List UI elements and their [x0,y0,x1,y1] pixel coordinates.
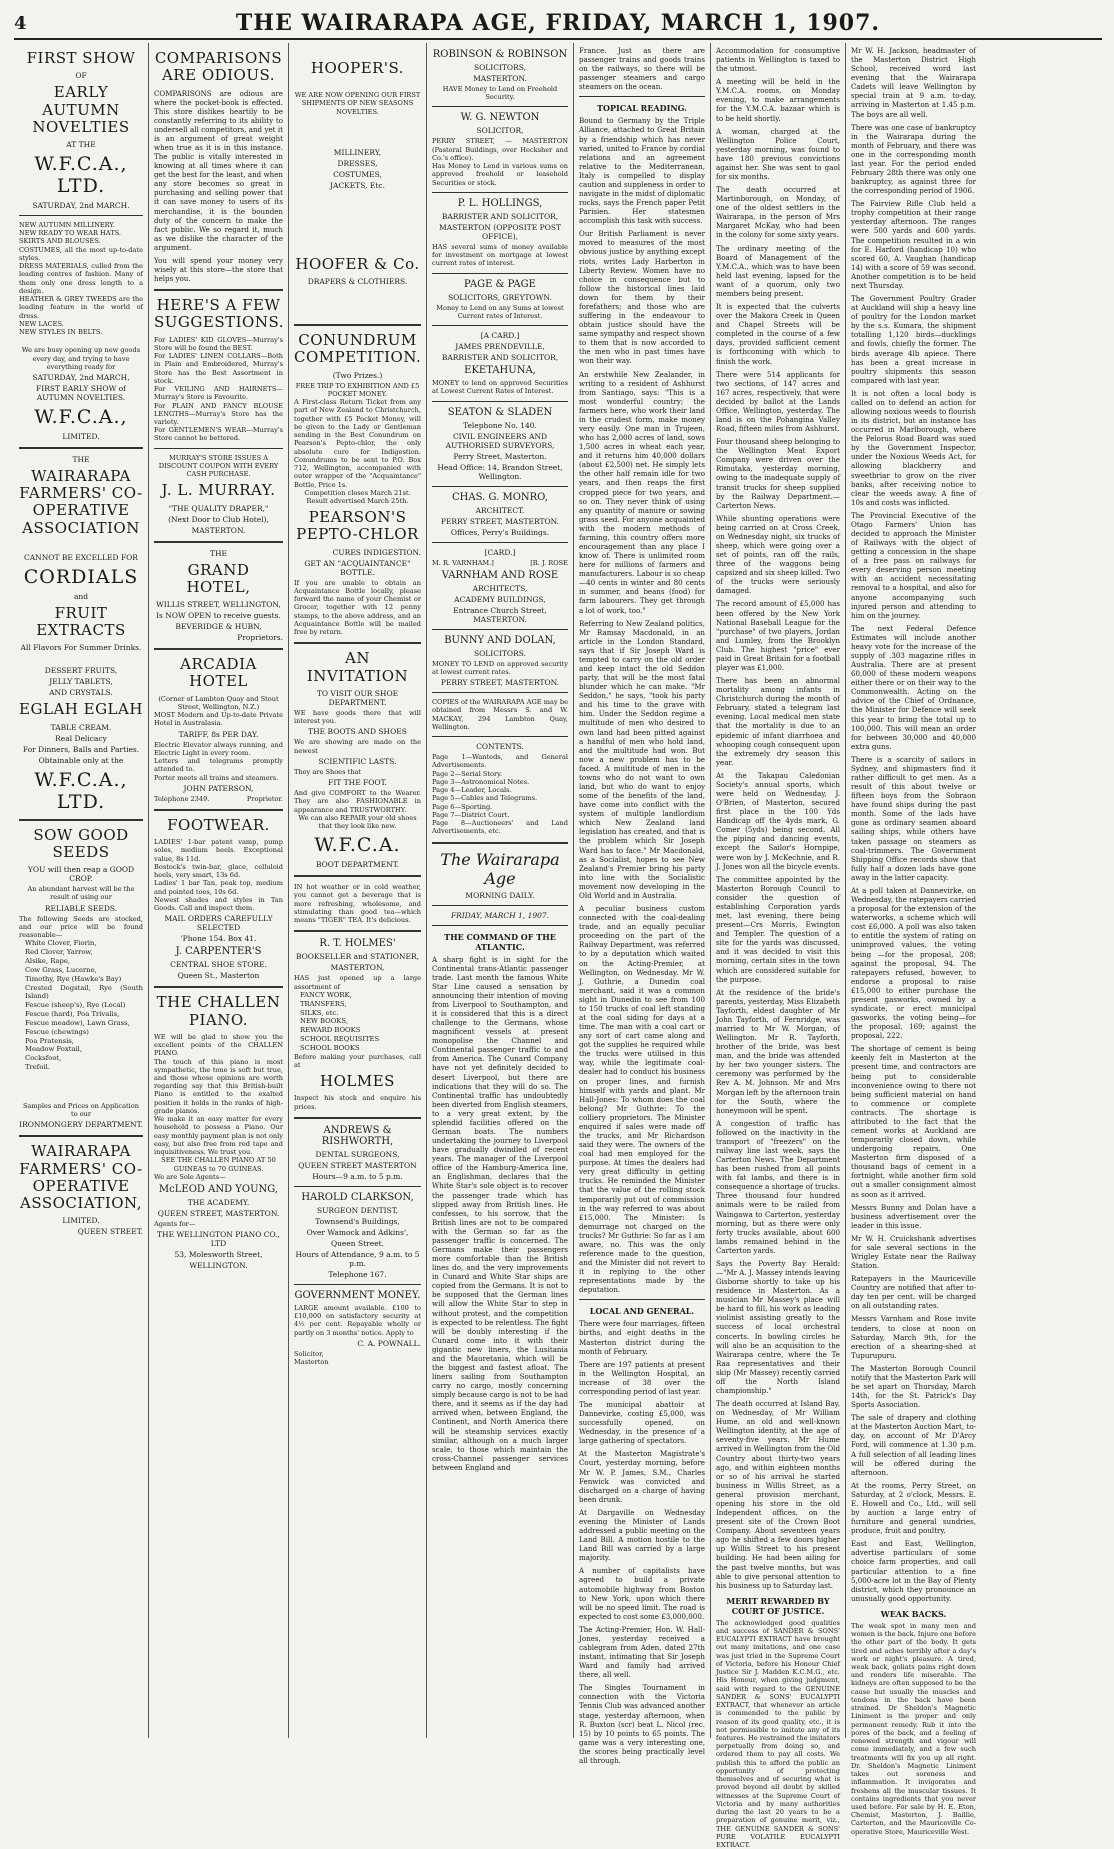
ad-text: Letters and telegrams promptly attended to. [154,757,283,774]
article-text: The acknowledged good qualities and success of SANDER & SONS' EUCALYPTI EXTRACT have brought out many imitations, and one case was just tried in the Supreme Court of Victoria, before his Honour Chief Justice Sir J. Madden K.C.M.G., etc. His Honour, when giving judgment, said with regard to the GENUINE SANDER & SONS' EUCALYPTI EXTRACT, that whenever an article is commended to the public by reason of its good quality, etc., it is not permissible to imitate any of its features. He restrained the imitators perpetually from doing so, and ordered them to pay all costs. We publish this to afford the public an opportunity of protecting themselves and of securing what is proved beyond all doubt by skilled witnesses at the Supreme Court of Victoria and by many authorities during the last 20 years to be a preparation of genuine merit, viz., THE GENUINE SANDER & SONS' PURE VOLATILE EUCALYPTI EXTRACT. [716,1618,840,1849]
ad-text: And give COMFORT to the Wearer. They are also FASHIONABLE in appearance and TRUSTWORTHY. [294,789,421,814]
list-item: Fescue meadow), Lawn Grass, [25,1018,130,1027]
article-text: The Singles Tournament in connection with the Victoria Tennis Club was advanced another stage, yesterday afternoon, when R. Buxton (scr) beat L. Nicol (rec. 15) by 10 points to 65 points. The game was a very interesting one, the scores being practically level all through. [579,1683,705,1765]
article-text: It is not often a local body is called on to defend an action for allowing noxious weeds to flourish in its district, but an instance has occurred in Marlborough, where the Pelorus Road Board was sued by the Government Inspector, under the Noxious Weeds Act, for allowing blackberry and sweetbriar to grow on the river banks, after receiving notice to clear the weeds away. A fine of 10s and costs was inflicted. [851,388,976,507]
article-text: The shortage of cement is being keenly felt in Masterton at the present time, and contractors are being put to considerable inconvenience owing to there not being sufficient material on hand to commence or complete contracts. The shortage is attributed to the fact that the cement works at Auckland are temporarily closed down, while undergoing repairs. One Masterton firm disposed of a thousand bags of cement in a fortnight, while another firm sold out a smaller consignment almost as soon as it arrived. [851,1044,976,1199]
ad-heading: WAIRARAPA FARMERS' CO-OPERATIVE ASSOCIATION [19,466,143,537]
list-item: NEW READY TO WEAR HATS. [19,229,121,238]
ad-text: LIMITED. [62,431,100,441]
ad-heading: SEATON & SLADEN [447,406,553,418]
ad-text: LIMITED. [62,1216,100,1226]
ad-text: MURRAY'S STORE ISSUES A DISCOUNT COUPON WITH EVERY CASH PURCHASE. [158,453,279,479]
ad-text: WE have goods there that will interest you. [294,708,421,726]
ad-text: The touch of this piano is most sympathetic, the tone is soft but true, and those whose opinions are worth regarding say that this British-built Piano is entitled to the exalted position it holds in the ranks of high-grade pianos. [154,1057,283,1115]
ad-text: Before making your purchases, call at [294,1052,421,1069]
ad-text: RELIABLE SEEDS. [44,903,118,913]
article-text: The ordinary meeting of the Board of Management of the Y.M.C.A., which was to have been held last evening, lapsed for the want of a quorum, only two members being present. [716,243,840,298]
ad-text: Offices, Perry's Buildings. [450,527,550,537]
ad-text: Newest shades and styles in Tan Goods. Call and inspect them. [154,895,283,913]
ad-text: LARGE amount available. £100 to £10,000 on satisfactory security at 4½ per cent. Repayable wholly or partly on 3 months' notice. Apply to [294,1303,421,1337]
ad-heading: EKETAHUNA, [464,365,536,377]
ad-text: MASTERTON. [191,525,246,535]
columns [14,43,1102,1849]
list-item: Page 8—Auctioneers' and Land Advertisements, etc. [432,819,568,836]
ad-text: All Flavors For Summer Drinks. [20,643,142,653]
article-text: There were four marriages, fifteen births, and eight deaths in the Masterton district during the month of February. [579,1319,705,1356]
list-item: Poa Pratensis, [25,1036,74,1045]
ad-text: MASTERTON, [330,963,385,973]
ad-text: COSTUMES, [333,169,382,179]
ad-text: COPIES of the WAIRARAPA AGE may be obtained from Messrs S. and W. MACKAY, 294 Lambton Quay, Wellington. [432,698,568,731]
article-text: At Dargaville on Wednesday evening the Minister of Lands addressed a public meeting on the Land Bill. A motion hostile to the Land Bill was carried by a large majority. [579,1507,705,1563]
list-item: SCHOOL BOOKS [300,1043,360,1052]
article-text: The record amount of £5,000 has been offered by the New York National Baseball League for the "purchase" of two players, Jordan and Lumley, from the Brooklyn Club. The highest "price" ever paid in Great Britain for a football player was £1,000. [716,599,840,672]
ad-text: Telephone 167. [328,1269,387,1279]
list-item: Page 5—Cables and Telegrams. [432,794,538,803]
ad-text: For VEILING AND HAIRNETS—Murray's Store is Favourite. [154,385,283,402]
column-6 [711,43,846,1849]
ad-text: JACKETS, Etc. [330,180,385,190]
ad-heading: THE CHALLEN PIANO. [156,993,281,1029]
ad-text: We can also REPAIR your old shoes that they look like new. [298,813,417,830]
article-text: The death occurred at Island Bay, on Wednesday, of Mr William Hume, an old and well-known Wellington identity, at the age of seventy-five years. Mr Hume arrived in Wellington from the Old Country about thirty-two years ago, and within eighteen months or so of his arrival he started business in Willis Street, as a general provision merchant, opening his store in the old Independent offices, on the present site of the Crown Boot Company. About seventeen years ago he shifted a few doors higher up Willis Street to his present building. He had been ailing for the past twelve months, but was able to give personal attention to his business up to Saturday last. [716,1399,840,1590]
ad-text: IRONMONGERY DEPARTMENT. [19,1120,143,1130]
ad-text: We are Sole Agents— [154,1172,226,1181]
ad-heading: EGLAH EGLAH [19,700,143,719]
list-item: Fescue (sheep's), Rye (Local) [25,1001,126,1010]
article-text: A meeting will be held in the Y.M.C.A. rooms, on Monday evening, to make arrangements for the Y.M.C.A. bazaar which is to be held shortly. [716,77,840,123]
ad-heading: W. G. NEWTON [460,112,540,124]
ad-date: SATURDAY, 2nd MARCH. [32,201,130,210]
dateline: FRIDAY, MARCH 1, 1907. [450,910,550,920]
list-item: COSTUMES, all the most up-to-date styles. [19,245,143,262]
ad-text: TABLE CREAM. [50,722,112,732]
list-item: Page 7—District Court. [432,810,510,819]
ad-text: M. R. VARNHAM.] [432,558,494,567]
ad-text: (Two Prizes.) [332,370,383,380]
ad-text: SCIENTIFIC LASTS. [318,756,397,766]
list-item: NEW LACES. [19,319,64,328]
list-item: Cow Grass, Lucerne, [25,965,97,974]
ad-text: TARIFF, 8s PER DAY. [178,729,259,739]
list-item: DRESS MATERIALS, culled from the leading centres of fashion. Many of them only one dress length to a design. [19,262,143,295]
ad-text: [CARD.] [484,547,516,557]
ad-text: YOU will then reap a GOOD CROP. [27,865,135,884]
ad-text: Townsend's Buildings, [315,1216,400,1226]
newspaper-logo: The Wairarapa Age [440,849,560,888]
list-item: HEATHER & GREY TWEEDS are the leading feature in the world of dress. [19,295,143,320]
ad-text: WE ARE NOW OPENING OUR FIRST SHIPMENTS OF NEW SEASONS NOVELTIES. [294,91,421,116]
article-text: At the Masterton Magistrate's Court, yesterday morning, before Mr W. P. James, S.M., Charles Fenwick was convicted and discharged on a charge of having been drunk. [579,1449,705,1504]
ad-text: DESSERT FRUITS, [44,666,118,676]
list-item: Fescue (chewings) [25,1027,89,1036]
list-item: SKIRTS AND BLOUSES. [19,237,101,246]
ad-text: SEE THE CHALLEN PIANO AT 50 GUINEAS to 70 GUINEAS. [161,1156,276,1173]
ad-text: Hours of Attendance, 9 a.m. to 5 p.m. [295,1249,420,1268]
contents-heading: CONTENTS. [476,742,524,752]
ad-text: Competition closes March 21st. Result advertised March 25th. [304,488,411,505]
article-text: An erstwhile New Zealander, in writing to a resident of Ashhurst from Santiago, says: "This is a most wonderful country; the farmers here, who work their land in the crudest form, make money very easily. One man in Trujeen, who has 2,000 acres of land, sows 1,500 acres in wheat each year, and it returns him 40,000 dollars (about £2,500) net. He simply lets the other half remain idle for two years, and then reaps the first cropped piece for two years, and so on. They never think of using any quantity of manure or sowing grass seed. For anyone acquainted with the modern methods of farming, this country offers more encouragement than any place I know of. There is unlimited room here for millions of farmers and manufacturers. Labour is so cheap—40 cents in winter and 80 cents in summer, and beans (food) for farm labourers. They get through a lot of work, too." [579,369,705,615]
ad-text: THE [72,454,90,464]
ad-text: 'Phone 154. Box 41. [180,934,257,944]
list-item: White Clover, Fiorin, [25,939,97,948]
ad-heading: PEARSON'S PEPTO-CHLOR [296,508,419,544]
article-text: There is a scarcity of sailors in Sydney, and shipmasters find it rather difficult to get men. As a result of this about twelve or fifteen boys from the Sobraon have found ships during the past month. Some of the lads have gone as ordinary seamen aboard sailing ships, while others have taken passage on steamers as coal-trimmers. The Government Shipping Office records show that fully half a dozen lads have gone away in the latter capacity. [851,754,976,882]
ad-text: Has Money to Lend in various sums on approved freehold or leasehold Securities or stock. [432,162,568,187]
ad-text: THE BOOTS AND SHOES [308,727,407,737]
ad-text: Entrance Church Street, MASTERTON. [453,605,547,624]
article-text: Messrs Bunny and Dolan have a business advertisement over the leader in this issue. [851,1202,976,1230]
ad-text: PERRY STREET, MASTERTON. [440,678,560,688]
article-text: The Fairview Rifle Club held a trophy competition at their range yesterday afternoon. The ranges were 500 yards and 600 yards. The competition resulted in a win for E. Harford (handicap 10) who scored 60, A. Vaughan (handicap 14) with a score of 59 was second. Another competition is to be held next Thursday. [851,199,976,290]
ad-text: DENTAL SURGEONS, [315,1149,400,1159]
ad-text: ARCHITECT. [475,505,525,515]
ad-text: Obtainable only at the [38,755,124,765]
article-heading: LOCAL AND GENERAL. [589,1306,695,1317]
article-text: Messrs Varnham and Rose invite tenders, to close at noon on Saturday, March 9th, for the erection of a shearing-shed at Tupurupuru. [851,1314,976,1360]
ad-text: SOLICITORS, GREYTOWN. [448,292,552,302]
ad-text: CANNOT BE EXCELLED FOR [24,552,138,562]
ad-text: MONEY to lend on approved Securities at Lowest Current Rates of Interest. [432,379,568,396]
ad-text: For GENTLEMEN'S WEAR—Murray's Store cannot be bettered. [154,426,283,443]
article-heading: WEAK BACKS. [880,1608,947,1619]
article-text: There has been an abnormal mortality among infants in Christchurch during the month of February, stated a telegram last evening. Local medical men state that the mortality is due to an epidemic of infant diarrhoea and whooping cough consequent upon the extremely dry season this year. [716,676,840,767]
ad-text: Bostock's twin-bar, glace, celluloid heels, very smart, 13s 6d. [154,862,283,880]
ad-text: (Corner of Lambton Quay and Stout Street, Wellington, N.Z.) [158,694,279,711]
ad-text: Money to Lend on any Sums at lowest Current rates of Interest. [436,303,564,320]
list-item: Page 1—Wanteds, and General Advertisements. [432,753,568,770]
list-item: Crested Dogstail, Rye (South Island) [25,983,143,1001]
ad-text: A First-class Return Ticket from any part of New Zealand to Christchurch, together with £5 Pocket Money, will be given to the Lady or Gentleman sending in the Best Conundrum on Pearson's Pepto-chlor, the only absolute cure for Indigestion. Conundrums to be sent to P.O. Box 712, Wellington, accompanied with outer wrapper of the "Acquaintance" Bottle, Price 1s. [294,398,421,489]
ad-text: Agents for— [154,1220,196,1229]
ad-heading: SOW GOOD SEEDS [33,825,129,861]
ad-text: MONEY TO LEND on approved security at lowest current rates. [432,659,568,676]
ad-text: Queen Street. [330,1238,385,1248]
article-text: At the residence of the bride's parents, yesterday, Miss Elizabeth Tayforth, eldest daughter of Mr John Tayforth, of Fernridge, was married to Mr W. Morgan, of Wellington. Mr R. Tayforth, brother of the bride, was best man, and the bride was attended by her two younger sisters. The ceremony was performed by the Rev A. M. Johnson. Mr and Mrs Morgan left by the afternoon train for the South, where the honeymoon will be spent. [716,987,840,1115]
article-text: France. Just as there are passenger trains and goods trains on the railways, so there will be passenger steamers and cargo steamers on the ocean. [579,46,705,92]
ad-text: WELLINGTON. [189,1261,248,1271]
ad-heading: FOOTWEAR. [167,815,270,834]
ad-heading: CHAS. G. MONRO, [452,491,548,503]
article-text: East and East, Wellington, advertise particulars of some choice farm properties, and call particular attention to a fine 5,000-acre lot in the Bay of Plenty district, which they pronounce an unusually good opportunity. [851,1539,976,1603]
article-text: The municipal abattoir at Dannevirke, costing £5,000, was successfully opened, on Wednesday, in the presence of a large gathering of spectators. [579,1400,705,1446]
ad-text: For Dinners, Balls and Parties. [22,744,140,754]
list-item: REWARD BOOKS [300,1026,361,1035]
ad-text: Queen St., Masterton [177,971,260,981]
ad-text: We make it an easy matter for every household to possess a Piano. Our easy monthly payment plan is not only easy, but also free from red tape and inquisitiveness. We trust you. [154,1115,283,1157]
ad-text: WILLIS STREET, WELLINGTON, [156,600,281,610]
column-2 [149,43,289,1738]
ad-text: [A CARD.] [480,331,520,341]
ad-heading: GOVERNMENT MONEY. [294,1289,421,1301]
ad-text: PERRY STREET, — MASTERTON (Pastoral Buildings, over Hecksher and Co.'s office). [432,137,568,162]
ad-heading: PAGE & PAGE [464,278,536,290]
ad-text: SOLICITORS. [474,648,526,658]
ad-text: TO VISIT OUR SHOE DEPARTMENT. [316,688,399,707]
ad-heading: VARNHAM AND ROSE [441,569,559,581]
ad-heading: J. CARPENTER'S [175,946,262,958]
ad-heading: BUNNY AND DOLAN, [444,634,556,646]
ad-text: CIVIL ENGINEERS AND AUTHORISED SURVEYORS, [445,431,555,450]
ad-text: THE [209,548,228,558]
article-heading: TOPICAL READING. [597,103,687,114]
ad-text: Real Delicacy [55,733,107,743]
ad-text: SURGEON DENTIST, [316,1205,399,1215]
newspaper-title: THE WAIRARAPA AGE, FRIDAY, MARCH 1, 1907. [235,10,881,36]
ad-text: THE ACADEMY. [187,1198,250,1208]
ad-text: BARRISTER AND SOLICITOR, [441,353,559,363]
column-4 [427,43,574,1738]
ad-text: Is NOW OPEN to receive guests. [156,611,281,621]
ad-heading: ROBINSON & ROBINSON [432,49,568,60]
ad-text: We are showing are made on the newest [294,738,421,755]
article-text: The weak spot in many men and women is the back. Injure one before the other part of the body. It gets tired and aches terribly after a day's work or night's pleasure. A tired, weak back, goliats pains right down and renders life miserable. The kidneys are often supposed to be the cause but usually the muscles and tendons in the back have been strained. Dr Sheldon's Magnetic Liniment is the proper and only permanent remedy. Rub it into the pores of the back, and a feeling of renewed strength and vigour will come immediately, and a few such treatments will fix you up all right. Dr. Sheldon's Magnetic Liniment takes out soreness and inflammation. It invigorates and freshens all the muscular tissues. It contains ingredients that you never used before. For sale by H. E. Eton, Chemist, Masterton, J. Baillie, Carterton, and the Mauriceville Co-operative Store, Mauriceville West. [851,1621,976,1836]
article-text: At the Takapau Caledonian Society's annual sports, which were held on Wednesday, J. O'Brien, of Masterton, secured first place in the 100 Yds Handicap off the 4yds mark, G. Comer (5yds) being second. All the piping and dancing events, except the Sailor's Hornpipe, were won by J. McKechnie, and R. J. Jones won all the bicycle events. [716,770,840,871]
article-text: Bound to Germany by the Triple Alliance, attached to Great Britain by a friendship which has never varied, united to France by cordial relations and an agreement relative to the Mediterranean, Italy is compelled to display caution and suppleness in order to navigate in the midst of diplomatic rocks, says the French paper Petit Parisien. Her statesmen accomplish this task with success. [579,116,705,226]
ad-text: Telephone 2349. [154,794,210,803]
list-item: TRANSFERS, [300,999,347,1008]
ad-text: You will spend your money very wisely at this store—the store that helps you. [154,255,283,284]
ad-heading: FRUIT EXTRACTS [36,603,126,640]
ad-text: FIT THE FOOT. [328,778,387,788]
ad-text: ACADEMY BUILDINGS, [454,594,546,604]
article-text: A congestion of traffic has followed on the inactivity in the transport of "freezers" on the railway line last week, says the Carterton News. The Department has been rushed from all points with fat lambs, and there is in consequence a shortage of trucks. Three thousand four hundred animals were to be railed from Waingawa to Carterton, yesterday morning, but as there were only forty trucks available, about 600 lambs remained behind in the Carterton yards. [716,1118,840,1255]
ad-text: JAMES PRENDEVILLE, [455,342,545,352]
ad-text: QUEEN STREET, MASTERTON. [157,1209,280,1219]
ad-heading: W.F.C.A., [34,405,128,428]
ad-text: 53, Molesworth Street, [174,1250,263,1260]
ad-text: GET AN "ACQUAINTANCE" BOTTLE. [304,558,411,577]
article-text: A number of capitalists have agreed to build a private automobile highway from Boston to New York, upon which there will be no speed limit. The road is expected to cost some £3,000,000. [579,1566,705,1621]
ad-text: Inspect his stock and enquire his prices. [294,1094,421,1111]
article-text: Referring to New Zealand politics, Mr Ramsay Macdonald, in an article in the London Standard, says that if Sir Joseph Ward is tempted to carry on the old order and keep intact the old Seddon party, that will be the most fatal blunder which he can make. "Mr Seddon," he says, "took his party and his time to the grave with him. Under the Seddon regime a multitude of men who desired to own land had been pitted against a handful of men who hold land, and the multitude had won. But now a new problem has to be faced. A multitude of men in the towns who do not want to own land, but who do want to enjoy some of the benefits of the land, have come into conflict with the system of multiple landlordism which New Zealand land legislation has created, and that is the problem which Sir Joseph Ward has to face." Mr Macdonald, as a Socialist, hopes to see New Zealand's Premier bring his party into line with the Socialistic movement now developing in the Old World and in Australia. [579,618,705,900]
ad-text: JOHN PATERSON, [183,783,254,793]
ad-text: Over Wamock and Adkins', [306,1227,409,1237]
article-text: A woman, charged at the Wellington Police Court, yesterday morning, was found to have 180 previous convictions against her. She was sent to gaol for six months. [716,126,840,182]
ad-text: Proprietors. [237,633,283,643]
ad-text: CENTRAL SHOE STORE. [170,960,267,970]
article-text: Accommodation for consumptive patients in Wellington is taxed to the utmost. [716,46,840,74]
ad-text: OF [75,71,87,81]
ad-text: Head Office: 14, Brandon Street, Wellington. [437,462,563,481]
list-item: NEW BOOKS, [300,1017,348,1026]
ad-text: and [73,591,89,601]
article-text: The Provincial Executive of the Otago Farmers' Union has decided to approach the Minister of Railways with the object of getting a concession in the shape of a free pass on railways for every deserving person meeting with an accident necessitating removal to a hospital, and also for anyone accompanying such injured person and attending to him on the journey. [851,510,976,620]
list-item: NEW AUTUMN MILLINERY. [19,221,116,229]
ad-text: They are Shoes that [294,767,362,776]
ad-text: SOLICITOR, [476,126,524,136]
column-1 [14,43,149,1738]
list-item: Meadow Foxtail, [25,1045,83,1054]
article-text: There were 514 applicants for two sections, of 147 acres and 167 acres, respectively, that were decided by ballot at the Lands Office, Wellington, yesterday. The land is on the Pohangina Valley Road, fifteen miles from Ashhurst. [716,369,840,434]
article-text: There was one case of bankruptcy in the Wairarapa during the month of February, and there was one in the corresponding month last year. For the period ended February 28th there was only one bankruptcy, as against three for the corresponding period of 1906. [851,122,976,196]
ad-text: BOOKSELLER and STATIONER, [295,952,420,962]
ad-heading: ARCADIA HOTEL [180,655,257,691]
article-text: The sale of drapery and clothing at the Masterton Auction Mart, to-day, on account of Mr D'Arcy Ford, will commence at 1.30 p.m. A full selection of all leading lines will be offered during the afternoon. [851,1413,976,1477]
ad-heading: HOOFER & Co. [295,254,420,273]
ad-text: Solicitor, [294,1349,324,1358]
ad-text: MASTERTON (OPPOSITE POST OFFICE), [439,222,561,241]
ad-heading: R. T. HOLMES' [319,938,396,950]
article-text: The Acting-Premier, Hon. W. Hall-Jones, yesterday received a cablegram from Aden, dated 27th instant, intimating that Sir Joseph Ward and family had arrived there, all well. [579,1624,705,1680]
list-item: Cocksfoot, [25,1054,62,1063]
ad-text: FIRST EARLY SHOW of AUTUMN NOVELTIES. [36,383,126,402]
ad-text: ARCHITECTS, [472,583,528,593]
article-text: Mr W. H. Jackson, headmaster of the Masterton District High School, received word last evening that the Wairarapa Cadets will leave Wellington by special train at 9 a.m. to-day, arriving in Masterton at 1.45 p.m. The boys are all well. [851,46,976,119]
ad-text: We are busy opening up new goods every day, and trying to have everything ready for [21,346,141,371]
ad-text: Porter meets all trains and steamers. [154,773,279,782]
list-item: Page 2—Serial Story. [432,769,503,778]
ad-text: Telephone No. 140. [463,420,537,430]
list-item: Trefoil. [25,1063,50,1071]
ad-heading: HOOPER'S. [310,59,405,77]
ad-heading: HOLMES [320,1072,395,1091]
masthead [14,8,1102,40]
article-text: The death occurred at Martinborough, on Monday, of one of the oldest settlers in the Wairarapa, in the person of Mrs Margaret McKay, who had been in the colony for some sixty years. [716,185,840,240]
ad-heading: ANDREWS & RISHWORTH, [321,1124,394,1147]
ad-heading: W.F.C.A. [314,834,401,857]
ad-text: Perry Street, Masterton. [453,451,547,461]
ad-heading: EARLY AUTUMN NOVELTIES [32,83,130,136]
ad-text: MAIL ORDERS CAREFULLY SELECTED [164,914,273,933]
ad-text: For LADIES' LINEN COLLARS—Both in Plain and Embroidered, Murray's Store has the Best Assortment in stock. [154,352,283,385]
ad-heading: COMPARISONS ARE ODIOUS. [154,49,283,85]
ad-text: HAVE Money to Lend on Freehold Security. [442,85,558,102]
article-text: A peculiar business custom connected with the coal-dealing trade, and an equally peculiar proceeding on the part of the Railway Department, was referred to by a deputation which waited on the Acting-Premier, at Wellington, on Wednesday. Mr W. J. Guthrie, a Dunedin coal merchant, said it was a common sight in Dunedin to see from 100 to 150 trucks of coal left standing at the coal siding for days at a time. The man with a coal cart or any sort of cart came along and got the supplies he required while the trucks were utilised in this way, while the legitimate coal-dealer had to conduct his business on proper lines, and furnish himself with yards and plant. Mr Hall-Jones: To whom does the coal belong? Mr Guthrie: To the colliery proprietors. The Minister enquired if sales were made off the trucks, and Mr Richardson said they were. The owners of the coal had men employed for the purpose. At times the dealers had very great difficulty in getting trucks. He reminded the Minister that the value of the rolling stock temporarily put out of commission in the way referred to was about £15,000. The Minister: Is demurrage not charged on the trucks? Mr Guthrie: So far as I am aware, no. This was the only reference made to the question, and the Minister did not revert to it in replying to the other representations made by the deputation. [579,904,705,1295]
ad-text: LADIES' 1-bar patent vamp, pump soles, medium heels. Exceptional value, 8s 11d. [154,838,283,863]
list-item: Page 6—Sporting. [432,802,493,811]
article-text: At a poll taken at Dannevirke, on Wednesday, the ratepayers carried a proposal for the extension of the waterworks, a scheme which will cost £6,000. A poll was also taken to entitle the system of rating on unimproved values, the voting being —for the proposal, 208; against the proposal, 94. The ratepayers refused, however, to endorse a proposal to raise £15,000 to either purchase the present gasworks, owned by a syndicate, or erect municipal gasworks, the voting being—for the proposal, 169; against the proposal, 222. [851,885,976,1041]
article-text: It is expected that the culverts over the Makora Creek in Queen and Chapel Streets will be completed in the course of a few days, provided sufficient cement is forthcoming with which to finish the work. [716,302,840,366]
article-text: A sharp fight is in sight for the Continental trans-Atlantic passenger trade. Last month the famous White Star Line caused a sensation by announcing their intention of moving from Liverpool to Southampton, and it is considered that this is a direct challenge to the Germans, whose magnificent vessels at present monopolise the Channel and Continental passenger traffic to and from America. The Cunard Company have not yet definitely decided to desert Liverpool, but there are indications that they will do so. The Continental traffic has undoubtedly been diverted from English steamers, to a very great extent, by the splendid facilities offered on the German boats. The numbers undertaking the journey to Liverpool have gradually dwindled of recent years. The manager of the Liverpool office of the Hamburg-America line, an Englishman, declares that the White Star's sole object is to recover the passenger trade which has slipped away from British lines. He confesses, to his sorrow, that the British lines are not to be compared with the German so far as the passenger traffic is concerned. The Germans make their passengers more comfortable than the British lines do, and the very improvements in Cunard and White Star ships are copied from the Germans. It is not to be supposed that the German lines will allow the White Star to step in without protest, and the competition is expected to be relentless. The fight will be doubly interesting if the Cunard come into it with their gigantic new liners, the Lusitania and the Mauretania, which will be the biggest and fastest afloat. The liners sailing from Southampton carry no cargo, mostly concerning simply because cargo is not to be had there, and it seems as if the day had arrived when, between England, the Continent, and North America there will be steamship services exactly similar, although on a much larger scale, to those which maintain the cross-Channel passenger services between England and [432,954,568,1472]
ad-text: "THE QUALITY DRAPER," [168,503,269,513]
list-item: Page 3—Astronomical Notes. [432,777,530,786]
ad-text: Hours—9 a.m. to 5 p.m. [312,1171,403,1181]
article-text: Mr W. H. Cruickshank advertises for sale several sections in the Wrigley Estate near the Railway Station. [851,1233,976,1271]
ad-text: DRAPERS & CLOTHIERS. [307,277,408,287]
list-item: SILKS, etc. [300,1008,339,1017]
ad-text: Proprietor. [246,794,283,803]
ad-text: PERRY STREET, MASTERTON. [440,516,560,526]
ad-heading: AN INVITATION [306,649,409,685]
ad-text: AND CRYSTALS. [49,688,113,698]
ad-heading: McLEOD AND YOUNG, [158,1184,279,1196]
ad-text: If you are unable to obtain an Acquaintance Bottle locally, please forward the name of your Chemist or Grocer, together with 12 penny stamps, to the above address, and an Acquaintance Bottle will be mailed free by return. [294,578,421,637]
ad-text: FREE TRIP TO EXHIBITION AND £5 POCKET MONEY. [295,381,420,398]
ad-heading: J. L. MURRAY. [161,481,276,500]
ad-text: MORNING DAILY. [465,890,535,900]
article-text: Four thousand sheep belonging to the Wellington Meat Export Company were driven over the Rimutaka, yesterday morning, owing to the inadequate supply of transit trucks for sheep supplied by the Railway Department.—Carterton News. [716,437,840,510]
list-item: Page 4—Leader, Locals. [432,786,512,795]
ad-heading: HERE'S A FEW SUGGESTIONS. [154,296,284,332]
ad-text: HAS just opened up a large assortment of [294,974,421,991]
list-item: Timothy, Rye (Hawke's Bay) [25,974,122,983]
article-text: Ratepayers in the Mauriceville Country are notified that after to-day ten per cent. will be charged on all outstanding rates. [851,1274,976,1311]
list-item: FANCY WORK, [300,990,352,999]
article-text: Says the Poverty Bay Herald:—"Mr A. J. Massey intends leaving Gisborne shortly to take up his residence in Masterton. As a musician Mr Massey's place will be hard to fill, his work as leading violinist assisting greatly to the success of local orchestral concerts. In bowling circles he will also be an acquisition to the Wairarapa centre, where the Te Raa representatives and their skip (Mr Massey) recently carried off the North Island championship." [716,1258,840,1396]
column-7 [846,43,981,1836]
ad-text: Masterton [294,1358,329,1366]
article-text: The Masterton Borough Council notify that the Masterton Park will be set apart on Thursday, March 14th, for the St. Patrick's Day Sports Association. [851,1363,976,1410]
seed-list [19,939,143,1071]
list-item: Fescue (hard), Poa Trivalis, [25,1010,120,1019]
ad-text: BARRISTER AND SOLICITOR, [441,211,559,221]
article-text: The next Federal Defence Estimates will include another heavy vote for the increase of the supply of .303 magazine rifles in Australia. There are at present 60,000 of these modern weapons either there or on their way to the Commonwealth. Acting on the advice of the Chief of Ordnance, the Minister for Defence will seek this year to bring the total up to 100,000. This will mean an order for between 30,000 and 40,000 extra guns. [851,623,976,751]
ad-text: COMPARISONS are odious are where the pocket-book is effected. This store dislikes heartily to be constantly referring to its ability to undersell all competitors, and yet it is an argument of great weight when true as it is in this instance. The public is vitally interested in knowing at all times where it can get the best for the least, and when any store becomes so great in purchasing and selling power that it can save money to users of its merchandise, it is the bounden duty of the concern to make the fact public. We so regard it, much as we dislike the character of the argument. [154,88,283,252]
article-text: Our British Parliament is never moved to measures of the most obvious justice by anything except riots, writes Lady Harberton in Liberty Review. Women have no choice in consequence but to follow the historical lines laid down for them by their forefathers; and those who are suffering in the endeavour to obtain justice should have the same sympathy and respect shown to them that is now accorded to the men who in past times have won their way. [579,229,705,366]
article-text: The committee appointed by the Masterton Borough Council to consider the question of establishing Corporation yards met, last evening, there being present—Crs Morris, Ewington and Templer. The question of a site for the yards was discussed, and it was decided to visit this morning, certain sites in the town which are considered suitable for the purpose. [716,874,840,984]
article-text: The Government Poultry Grader at Auckland will ship a heavy line of poultry for the London market by the s.s. Kumara, the shipment totalling 1,120 birds—ducklings and fowls, chiefly the former. The birds average 4lb apiece. There has been a great increase in poultry shipments this season compared with last year. [851,294,976,385]
ad-text: BEVERIDGE & HUBN, [175,622,262,632]
ad-text: MASTERTON. [473,74,527,83]
ad-text: QUEEN STREET MASTERTON [298,1160,417,1170]
list-item: SCHOOL REQUISITES [300,1034,380,1043]
ad-heading: W.F.C.A., LTD. [34,768,128,813]
ad-text: The following Seeds are stocked, and our price will be found reasonable— [19,914,143,940]
ad-text: Electric Elevator always running, and Electric Light in every room. [154,740,283,757]
article-text: At the rooms, Perry Street, on Saturday, at 2 o'clock, Messrs. E. E. Howell and Co., Ltd., will sell by auction a large entry of furniture and general sundries, produce, fruit and poultry. [851,1480,976,1536]
list-item: NEW STYLES IN BELTS. [19,328,103,337]
ad-text: SOLICITORS, [474,63,526,72]
ad-text: THE WELLINGTON PIANO CO., LTD [157,1230,280,1249]
ad-list [19,221,143,336]
ad-text: MILLINERY, [333,147,382,157]
article-heading: MERIT REWARDED BY COURT OF JUSTICE. [726,1595,830,1616]
list-item: Alsike, Rape, [25,957,71,966]
ad-text: IN hot weather or in cold weather, you cannot get a beverage that is more refreshing, wholesome, and stimulating than good tea—which means "TIGER" TEA. It's delicious. [294,883,421,925]
ad-text: JELLY TABLETS, [49,677,113,687]
ad-text: BOOT DEPARTMENT. [315,860,400,870]
ad-heading: W.F.C.A., LTD. [34,153,128,197]
article-text: There are 197 patients at present in the Wellington Hospital, an increase of 38 over the corresponding period of last year. [579,1359,705,1396]
ad-text: An abundant harvest will be the result of using our [27,885,135,902]
article-text: While shunting operations were being carried on at Cross Creek, on Wednesday night, six trucks of sheep, which were going over a set of points, ran off the rails, three of the waggons being capsized and six sheep killed. Two of the trucks were seriously damaged. [716,513,840,596]
ad-heading: GRAND HOTEL, [186,560,251,596]
ad-text: [R. J. ROSE [530,558,568,567]
ad-text: DRESSES, [337,158,378,168]
ad-text: For LADIES' KID GLOVES—Murray's Store will be found the BEST. [154,335,283,352]
ad-heading: HAROLD CLARKSON, [301,1191,414,1203]
ad-text: MOST Modern and Up-to-date Private Hotel in Australasia. [154,711,283,728]
ad-text: QUEEN STREET. [77,1227,143,1237]
ad-heading: FIRST SHOW [26,49,136,67]
ad-heading: CORDIALS [23,565,139,588]
page-number: 4 [14,12,27,34]
ad-heading: WAIRARAPA FARMERS' CO-OPERATIVE ASSOCIATION, [19,1142,143,1213]
ad-text: For PLAIN AND FANCY BLOUSE LENGTHS—Murray's Store has the variety. [154,401,283,426]
ad-text: C. A. POWNALL. [357,1338,421,1348]
list-item: Red Clover, Yarrow, [25,948,93,957]
ad-text: HAS several sums of money available for investment on mortgage at lowest current rates of interest. [432,242,568,268]
ad-heading: CONUNDRUM COMPETITION. [294,331,422,367]
ad-text: Ladies' 1 bar Tan, peak top, medium and pointed toes, 10s 6d. [154,879,283,896]
ad-text: Samples and Prices on Application to our [22,1101,139,1119]
article-heading: THE COMMAND OF THE ATLANTIC. [444,931,556,952]
ad-text: (Next Door to Club Hotel), [168,514,269,524]
ad-text: AT THE [66,140,96,149]
column-5 [574,43,711,1765]
ad-heading: P. L. HOLLINGS, [457,197,543,209]
column-3 [289,43,427,1738]
ad-text: CURES INDIGESTION. [332,547,421,557]
ad-text: WE will be glad to show you the excellent points of the CHALLEN PIANO. [154,1032,283,1058]
ad-text: SATURDAY, 2nd MARCH, [32,372,130,382]
